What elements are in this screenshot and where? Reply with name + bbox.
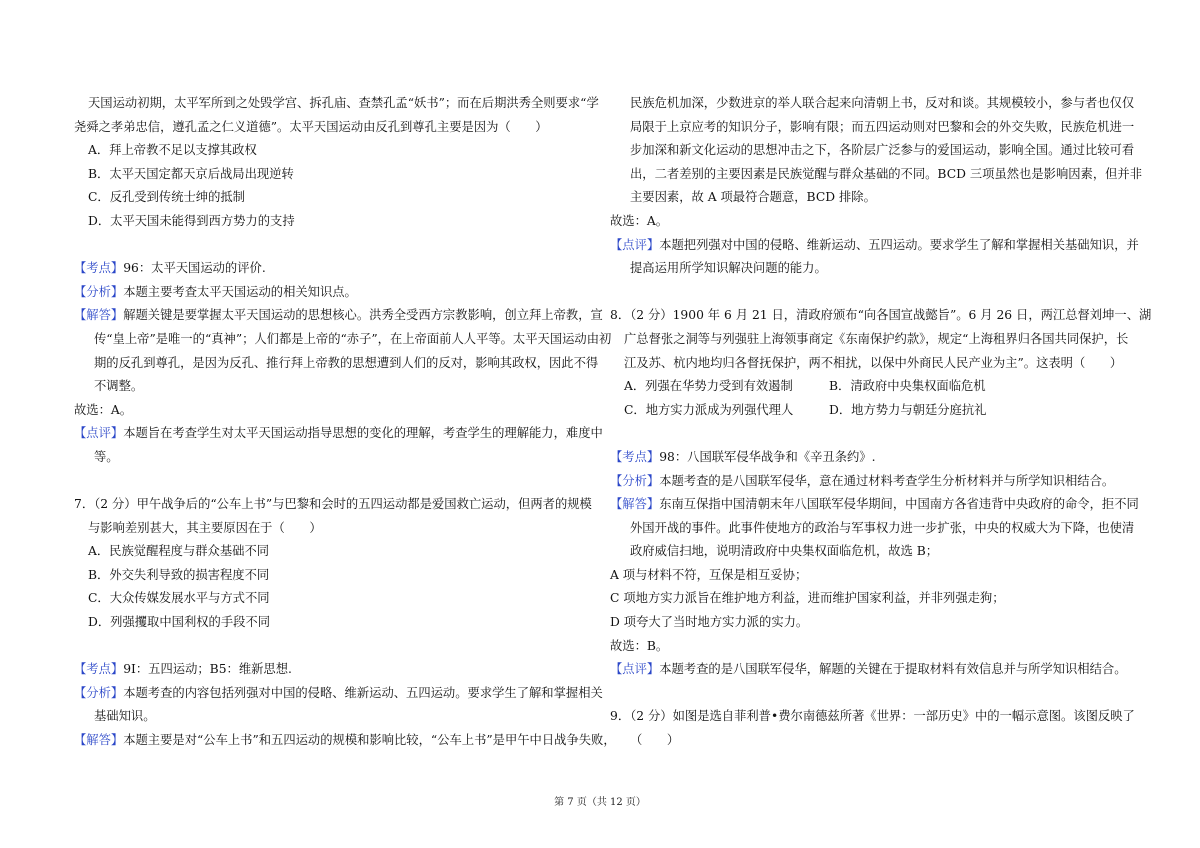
jieda-tag: 【解答】 — [610, 497, 660, 512]
q7-jieda-cont: 局限于上京应考的知识分子，影响有限；而五四运动则对巴黎和会的外交失败，民族危机进一 — [630, 119, 1135, 134]
q6-stem-line: 尧舜之孝弟忠信，遵孔孟之仁义道德”。太平天国运动由反孔到尊孔主要是因为（ ） — [74, 119, 548, 134]
q8-option-a: A．列强在华势力受到有效遏制 — [624, 379, 793, 394]
kaodian-tag: 【考点】 — [74, 662, 124, 677]
jieda-tag: 【解答】 — [74, 733, 124, 748]
q8-stem-line: 广总督张之洞等与列强驻上海领事商定《东南保护约款》，规定“上海租界归各国共同保护，长 — [624, 331, 1129, 346]
q8-kaodian: 【考点】98：八国联军侵华战争和《辛丑条约》. — [610, 449, 876, 464]
q6-option-d: D．太平天国未能得到西方势力的支持 — [88, 213, 295, 228]
q7-kaodian: 【考点】9I：五四运动；B5：维新思想. — [74, 662, 292, 677]
q6-stem-line: 天国运动初期，太平军所到之处毁学宫、拆孔庙、查禁孔孟“妖书”；而在后期洪秀全则要求“学 — [88, 96, 599, 110]
jieda-tag: 【解答】 — [74, 308, 124, 323]
q6-option-c: C．反孔受到传统士绅的抵制 — [88, 190, 245, 205]
fenxi-tag: 【分析】 — [74, 284, 124, 299]
q7-jieda-cont: 步加深和新文化运动的思想冲击之下，各阶层广泛参与的爱国运动，影响全国。通过比较可看 — [630, 143, 1135, 158]
kaodian-tag: 【考点】 — [610, 449, 660, 464]
q7-option-d: D．列强攫取中国利权的手段不同 — [88, 615, 271, 630]
q7-jieda-cont: 主要因素，故 A 项最符合题意，BCD 排除。 — [630, 190, 876, 205]
q7-option-c: C．大众传媒发展水平与方式不同 — [88, 591, 270, 606]
kaodian-tag: 【考点】 — [74, 261, 124, 276]
fenxi-tag: 【分析】 — [610, 473, 660, 488]
q9-stem-line: （ ） — [630, 733, 680, 748]
q7-option-b: B．外交失利导致的损害程度不同 — [88, 567, 270, 582]
q6-dianping: 【点评】本题旨在考查学生对太平天国运动指导思想的变化的理解，考查学生的理解能力，难度中 — [74, 426, 603, 441]
q7-jieda-cont: 出，二者差别的主要因素是民族觉醒与群众基础的不同。BCD 三项虽然也是影响因素，但并非 — [630, 166, 1143, 181]
q7-dianping: 【点评】本题把列强对中国的侵略、维新运动、五四运动。要求学生了解和掌握相关基础知识，并 — [610, 237, 1139, 252]
q6-dianping-cont: 等。 — [94, 449, 119, 464]
fenxi-tag: 【分析】 — [74, 685, 124, 700]
q8-analysis-a: A 项与材料不符，互保是相互妥协； — [610, 567, 808, 582]
q7-dianping-cont: 提高运用所学知识解决问题的能力。 — [630, 261, 827, 276]
q6-kaodian: 【考点】96：太平天国运动的评价. — [74, 261, 266, 276]
q8-analysis-d: D 项夸大了当时地方实力派的实力。 — [610, 615, 809, 630]
q8-option-d: D．地方势力与朝廷分庭抗礼 — [829, 402, 987, 417]
page-footer: 第 7 页（共 12 页） — [554, 797, 646, 808]
q8-option-c: C．地方实力派成为列强代理人 — [624, 402, 794, 417]
q6-jieda-cont: 期的反孔到尊孔，是因为反孔、推行拜上帝教的思想遭到人们的反对，影响其政权，因此不得 — [94, 355, 599, 370]
q7-stem-line: 7．（2 分）甲午战争后的“公车上书”与巴黎和会时的五四运动都是爱国救亡运动，但两者的规模 — [74, 497, 592, 512]
q8-dianping: 【点评】本题考查的是八国联军侵华，解题的关键在于提取材料有效信息并与所学知识相结合。 — [610, 662, 1127, 677]
q7-jieda: 【解答】本题主要是对“公车上书”和五四运动的规模和影响比较，“公车上书”是甲午中日战争失败， — [74, 733, 616, 748]
q7-stem-line: 与影响差别甚大，其主要原因在于（ ） — [88, 520, 322, 535]
q7-answer: 故选：A。 — [610, 213, 669, 228]
q7-fenxi-cont: 基础知识。 — [94, 709, 156, 724]
dianping-tag: 【点评】 — [610, 237, 660, 252]
q6-jieda-cont: 不调整。 — [94, 379, 144, 394]
left-column — [74, 92, 616, 753]
q6-answer: 故选：A。 — [74, 402, 133, 417]
q8-options-row — [610, 375, 1130, 399]
q8-stem-line: 江及苏、杭内地均归各督抚保护，两不相扰，以保中外商民人民产业为主”。这表明（ ） — [624, 355, 1123, 370]
q8-analysis-c: C 项地方实力派旨在维护地方利益，进而维护国家利益，并非列强走狗； — [610, 591, 1005, 606]
q7-jieda-cont: 民族危机加深，少数进京的举人联合起来向清朝上书，反对和谈。其规模较小，参与者也仅仅 — [630, 96, 1135, 110]
q6-option-a: A．拜上帝教不足以支撑其政权 — [88, 143, 257, 158]
q8-jieda: 【解答】东南互保指中国清朝末年八国联军侵华期间，中国南方各省违背中央政府的命令，拒不同 — [610, 497, 1139, 512]
q6-jieda-cont: 传“皇上帝”是唯一的“真神”；人们都是上帝的“赤子”，在上帝面前人人平等。太平天国运动由初 — [94, 331, 612, 346]
q8-stem-line: 8．（2 分）1900 年 6 月 21 日，清政府颁布“向各国宣战懿旨”。6 月 26 日，两江总督刘坤一、湖 — [610, 308, 1152, 323]
q8-jieda-cont: 政府威信扫地，说明清政府中央集权面临危机，故选 B； — [630, 544, 939, 559]
dianping-tag: 【点评】 — [74, 426, 124, 441]
q8-fenxi: 【分析】本题考查的是八国联军侵华，意在通过材料考查学生分析材料并与所学知识相结合。 — [610, 473, 1115, 488]
q8-option-b: B．清政府中央集权面临危机 — [829, 379, 986, 394]
right-column — [610, 92, 1152, 753]
q8-answer: 故选：B。 — [610, 638, 669, 653]
q9-stem-line: 9．（2 分）如图是选自菲利普•费尔南德兹所著《世界：一部历史》中的一幅示意图。该图反映了 — [610, 709, 1135, 724]
q6-option-b: B．太平天国定都天京后战局出现逆转 — [88, 166, 294, 181]
dianping-tag: 【点评】 — [610, 662, 660, 677]
q6-jieda: 【解答】解题关键是要掌握太平天国运动的思想核心。洪秀全受西方宗教影响，创立拜上帝教，宣 — [74, 308, 603, 323]
q7-option-a: A．民族觉醒程度与群众基础不同 — [88, 544, 270, 559]
q7-fenxi: 【分析】本题考查的内容包括列强对中国的侵略、维新运动、五四运动。要求学生了解和掌握相关 — [74, 685, 603, 700]
q6-fenxi: 【分析】本题主要考查太平天国运动的相关知识点。 — [74, 284, 357, 299]
q8-jieda-cont: 外国开战的事件。此事件使地方的政治与军事权力进一步扩张，中央的权威大为下降，也使清 — [630, 520, 1135, 535]
q8-options-row — [610, 399, 1130, 423]
